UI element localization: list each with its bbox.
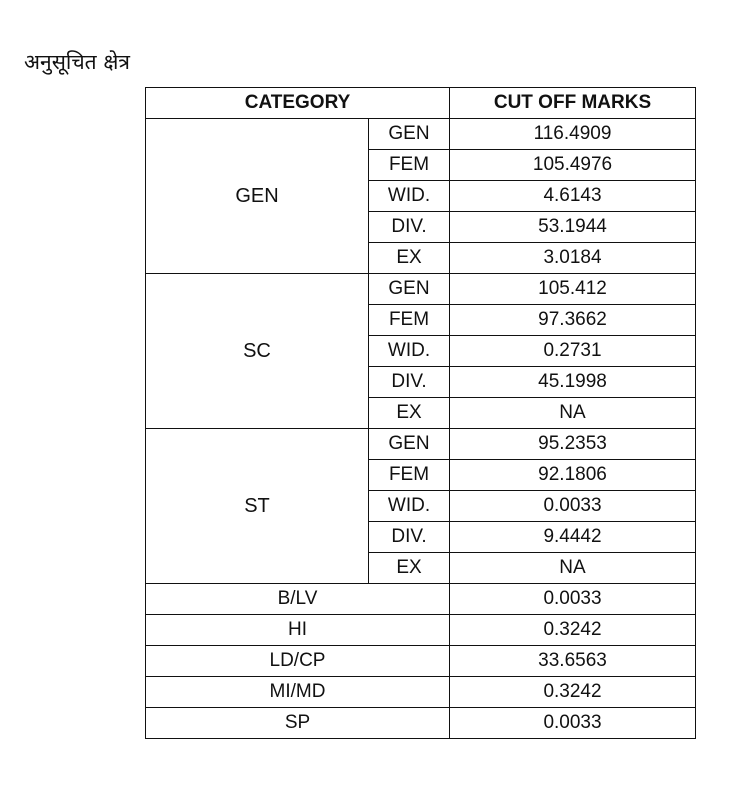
table-row (146, 274, 696, 305)
marks-cell: 53.1944 (450, 212, 696, 243)
special-category-cell: MI/MD (146, 677, 450, 708)
table-row (146, 646, 696, 677)
marks-cell: 105.4976 (450, 150, 696, 181)
marks-cell: 33.6563 (450, 646, 696, 677)
marks-cell: 9.4442 (450, 522, 696, 553)
marks-cell: 4.6143 (450, 181, 696, 212)
marks-cell: NA (450, 553, 696, 584)
marks-cell: 3.0184 (450, 243, 696, 274)
cutoff-marks-table (145, 87, 696, 739)
subcategory-cell: EX (369, 243, 450, 274)
subcategory-cell: GEN (369, 119, 450, 150)
subcategory-cell: FEM (369, 150, 450, 181)
marks-cell: NA (450, 398, 696, 429)
subcategory-cell: WID. (369, 491, 450, 522)
marks-cell: 105.412 (450, 274, 696, 305)
marks-cell: 95.2353 (450, 429, 696, 460)
marks-cell: 0.2731 (450, 336, 696, 367)
marks-cell: 92.1806 (450, 460, 696, 491)
subcategory-cell: DIV. (369, 522, 450, 553)
group-name-sc: SC (146, 274, 369, 429)
group-name-st: ST (146, 429, 369, 584)
marks-cell: 45.1998 (450, 367, 696, 398)
table-row (146, 429, 696, 460)
marks-cell: 0.3242 (450, 615, 696, 646)
category-header: CATEGORY (146, 88, 450, 119)
table-row (146, 584, 696, 615)
marks-cell: 0.0033 (450, 491, 696, 522)
special-category-cell: B/LV (146, 584, 450, 615)
cutoff-marks-header: CUT OFF MARKS (450, 88, 696, 119)
marks-cell: 97.3662 (450, 305, 696, 336)
table-row (146, 615, 696, 646)
subcategory-cell: EX (369, 553, 450, 584)
special-category-cell: LD/CP (146, 646, 450, 677)
special-category-cell: SP (146, 708, 450, 739)
marks-cell: 0.0033 (450, 584, 696, 615)
marks-cell: 0.0033 (450, 708, 696, 739)
subcategory-cell: WID. (369, 181, 450, 212)
table-row (146, 677, 696, 708)
subcategory-cell: EX (369, 398, 450, 429)
subcategory-cell: DIV. (369, 212, 450, 243)
marks-cell: 0.3242 (450, 677, 696, 708)
group-name-gen: GEN (146, 119, 369, 274)
page-heading: अनुसूचित क्षेत्र (24, 50, 130, 74)
marks-cell: 116.4909 (450, 119, 696, 150)
subcategory-cell: WID. (369, 336, 450, 367)
table-row (146, 708, 696, 739)
subcategory-cell: GEN (369, 274, 450, 305)
subcategory-cell: FEM (369, 305, 450, 336)
subcategory-cell: FEM (369, 460, 450, 491)
subcategory-cell: DIV. (369, 367, 450, 398)
table-row (146, 119, 696, 150)
subcategory-cell: GEN (369, 429, 450, 460)
special-category-cell: HI (146, 615, 450, 646)
table-header-row (146, 88, 696, 119)
